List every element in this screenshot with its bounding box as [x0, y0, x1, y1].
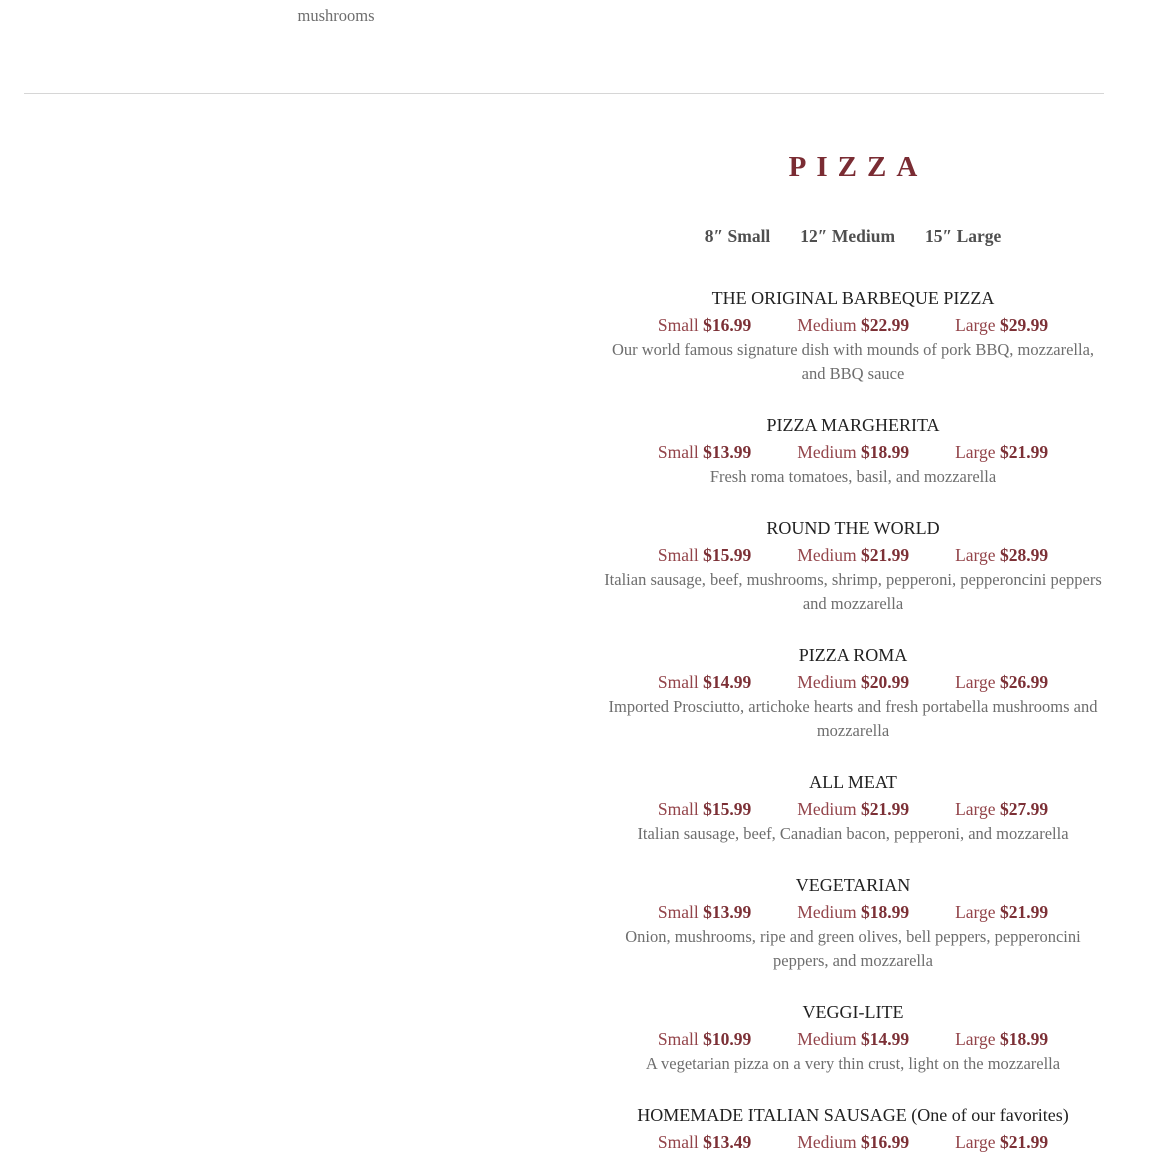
item-description: Onion, mushrooms, ripe and green olives, bell peppers, pepperoncini peppers, and mozzarella	[625, 927, 1081, 970]
price-large	[955, 1129, 1048, 1155]
price-amount: $21.99	[999, 902, 1049, 922]
item-name: PIZZA ROMA	[798, 645, 908, 665]
price-size-label: Small	[657, 315, 699, 335]
price-large	[955, 899, 1048, 925]
item-description: Italian sausage, beef, Canadian bacon, pepperoni, and mozzarella	[637, 824, 1069, 843]
price-amount: $13.49	[703, 1132, 752, 1152]
price-amount: $21.99	[999, 442, 1049, 462]
previous-item-description-fragment: mushrooms	[297, 6, 375, 25]
price-amount: $27.99	[999, 799, 1049, 819]
price-amount: $18.99	[860, 442, 910, 462]
menu-items	[598, 285, 1108, 1167]
menu-item	[598, 1102, 1108, 1155]
item-description: Our world famous signature dish with mounds of pork BBQ, mozzarella, and BBQ sauce	[611, 340, 1095, 383]
item-prices	[598, 899, 1108, 925]
item-description: Imported Prosciutto, artichoke hearts and fresh portabella mushrooms and mozzarella	[608, 697, 1098, 740]
price-medium	[797, 1129, 909, 1155]
menu-item	[598, 999, 1108, 1076]
price-amount: $22.99	[860, 315, 910, 335]
pizza-section	[598, 150, 1108, 1167]
price-amount: $21.99	[860, 545, 910, 565]
size-option-2: 15″ Large	[925, 226, 1002, 246]
price-medium	[797, 899, 909, 925]
price-amount: $16.99	[703, 315, 752, 335]
price-amount: $15.99	[703, 799, 752, 819]
pizza-section-title: PIZZA	[788, 151, 928, 183]
price-size-label: Medium	[797, 315, 857, 335]
item-name: VEGGI-LITE	[802, 1002, 904, 1022]
item-description: Fresh roma tomatoes, basil, and mozzarella	[709, 467, 997, 486]
price-small	[658, 899, 751, 925]
menu-item	[598, 285, 1108, 386]
menu-item	[598, 515, 1108, 616]
price-amount: $21.99	[860, 799, 910, 819]
item-name: HOMEMADE ITALIAN SAUSAGE (One of our favorites)	[637, 1105, 1069, 1125]
price-size-label: Large	[955, 902, 996, 922]
price-large	[955, 796, 1048, 822]
price-medium	[797, 669, 909, 695]
price-medium	[797, 312, 909, 338]
price-size-label: Medium	[797, 1132, 857, 1152]
size-option-0: 8″ Small	[704, 226, 771, 246]
item-prices	[598, 312, 1108, 338]
price-size-label: Large	[955, 315, 996, 335]
price-small	[658, 1026, 751, 1052]
price-amount: $13.99	[703, 902, 752, 922]
price-amount: $10.99	[703, 1029, 752, 1049]
price-size-label: Small	[657, 672, 699, 692]
price-small	[658, 796, 751, 822]
item-name: PIZZA MARGHERITA	[766, 415, 940, 435]
item-description: A vegetarian pizza on a very thin crust, light on the mozzarella	[645, 1054, 1061, 1073]
price-large	[955, 439, 1048, 465]
price-size-label: Large	[955, 1029, 996, 1049]
previous-section-fragment	[0, 0, 1150, 93]
price-large	[955, 542, 1048, 568]
price-small	[658, 669, 751, 695]
item-prices	[598, 669, 1108, 695]
price-size-label: Small	[657, 799, 699, 819]
price-medium	[797, 1026, 909, 1052]
price-large	[955, 669, 1048, 695]
price-amount: $13.99	[703, 442, 752, 462]
price-size-label: Medium	[797, 672, 857, 692]
price-size-label: Small	[657, 442, 699, 462]
price-amount: $18.99	[860, 902, 910, 922]
price-amount: $14.99	[703, 672, 752, 692]
price-size-label: Medium	[797, 545, 857, 565]
section-divider	[24, 93, 1104, 94]
price-size-label: Medium	[797, 1029, 857, 1049]
price-small	[658, 1129, 751, 1155]
price-size-label: Medium	[797, 902, 857, 922]
price-size-label: Large	[955, 799, 996, 819]
price-size-label: Small	[657, 1132, 699, 1152]
item-name: ALL MEAT	[809, 772, 897, 792]
item-description: Italian sausage, beef, mushrooms, shrimp, pepperoni, pepperoncini peppers and mozzarella	[604, 570, 1102, 613]
item-name: ROUND THE WORLD	[766, 518, 940, 538]
menu-item	[598, 412, 1108, 489]
price-large	[955, 1026, 1048, 1052]
item-prices	[598, 796, 1108, 822]
price-amount: $18.99	[999, 1029, 1049, 1049]
size-option-1: 12″ Medium	[800, 226, 896, 246]
price-size-label: Large	[955, 672, 996, 692]
price-amount: $26.99	[999, 672, 1049, 692]
price-size-label: Large	[955, 1132, 996, 1152]
item-prices	[598, 1026, 1108, 1052]
price-medium	[797, 542, 909, 568]
price-size-label: Small	[657, 545, 699, 565]
price-small	[658, 312, 751, 338]
price-amount: $15.99	[703, 545, 752, 565]
item-prices	[598, 1129, 1108, 1155]
price-amount: $21.99	[999, 1132, 1049, 1152]
price-amount: $20.99	[860, 672, 910, 692]
price-size-label: Medium	[797, 442, 857, 462]
price-size-label: Small	[657, 1029, 699, 1049]
price-size-label: Small	[657, 902, 699, 922]
menu-item	[598, 642, 1108, 743]
item-name: THE ORIGINAL BARBEQUE PIZZA	[711, 288, 995, 308]
menu-item	[598, 769, 1108, 846]
item-prices	[598, 439, 1108, 465]
price-amount: $14.99	[860, 1029, 910, 1049]
menu-item	[598, 872, 1108, 973]
price-small	[658, 439, 751, 465]
item-name: VEGETARIAN	[795, 875, 911, 895]
price-amount: $29.99	[999, 315, 1049, 335]
price-size-label: Medium	[797, 799, 857, 819]
pizza-sizes-header	[598, 224, 1108, 248]
price-medium	[797, 796, 909, 822]
price-medium	[797, 439, 909, 465]
item-prices	[598, 542, 1108, 568]
price-size-label: Large	[955, 442, 996, 462]
price-small	[658, 542, 751, 568]
price-amount: $28.99	[999, 545, 1049, 565]
price-size-label: Large	[955, 545, 996, 565]
price-large	[955, 312, 1048, 338]
price-amount: $16.99	[860, 1132, 910, 1152]
